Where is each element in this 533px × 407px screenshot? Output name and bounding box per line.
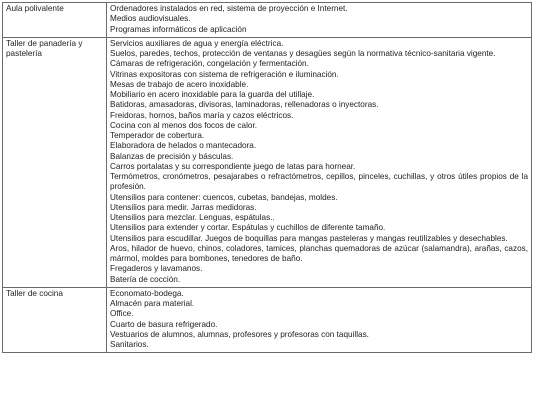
table-row <box>3 287 532 353</box>
table-row <box>3 37 532 287</box>
equipment-item: Utensilios para escudillar. Juegos de boquillas para mangas pasteleras y mangas reutilizables y desechables. <box>110 233 508 243</box>
space-name: Aula polivalente <box>6 4 64 13</box>
equipment-item: Carros portalatas y su correspondiente juego de latas para hornear. <box>110 161 356 171</box>
equipment-cell <box>107 287 532 353</box>
equipment-item: Cámaras de refrigeración, congelación y fermentación. <box>110 59 309 69</box>
equipment-item: Cocina con al menos dos focos de calor. <box>110 120 258 130</box>
space-cell <box>3 3 107 38</box>
equipment-item: Termómetros, cronómetros, pesajarabes o refractómetros, cepillos, pinceles, cuchillas, y otros útiles propios de la profesión. <box>110 172 528 192</box>
space-cell <box>3 287 107 353</box>
equipment-item: Mobiliario en acero inoxidable para la guarda del utillaje. <box>110 90 315 99</box>
equipment-item: Utensilios para medir. Jarras medidoras. <box>110 202 257 212</box>
equipment-item: Batería de cocción. <box>110 274 181 284</box>
equipment-item: Programas informáticos de aplicación <box>110 24 247 34</box>
equipment-item: Fregaderos y lavamanos. <box>110 264 203 274</box>
space-name: Taller de panadería y pastelería <box>6 38 83 58</box>
equipment-item: Utensilios para mezclar. Lenguas, espátulas.. <box>110 213 275 222</box>
equipment-cell <box>107 37 532 287</box>
equipment-item: Suelos, paredes, techos, protección de ventanas y desagües según la normativa técnico-sanitaria vigente. <box>110 49 496 58</box>
equipment-cell <box>107 3 532 38</box>
equipment-item: Office. <box>110 309 134 319</box>
equipment-item: Ordenadores instalados en red, sistema de proyección e Internet. <box>110 4 348 13</box>
equipment-item: Balanzas de precisión y básculas. <box>110 151 234 161</box>
equipment-item: Cuarto de basura refrigerado. <box>110 319 218 329</box>
equipment-item: Elaboradora de helados o mantecadora. <box>110 141 257 151</box>
equipment-item: Mesas de trabajo de acero inoxidable. <box>110 79 249 89</box>
equipment-item: Servicios auxiliares de agua y energía eléctrica. <box>110 38 284 48</box>
equipment-item: Batidoras, amasadoras, divisoras, laminadoras, rellenadoras o inyectoras. <box>110 100 379 110</box>
equipment-item: Temperador de cobertura. <box>110 131 205 140</box>
equipment-item: Economato-bodega. <box>110 288 184 298</box>
equipment-item: Utensilios para contener: cuencos, cubetas, bandejas, moldes. <box>110 192 338 202</box>
equipment-table <box>2 2 532 353</box>
space-name: Taller de cocina <box>6 288 63 298</box>
equipment-item: Medios audiovisuales. <box>110 14 191 24</box>
equipment-item: Vestuarios de alumnos, alumnas, profesores y profesoras con taquillas. <box>110 329 369 339</box>
equipment-item: Vitrinas expositoras con sistema de refrigeración e iluminación. <box>110 69 339 79</box>
equipment-item: Sanitarios. <box>110 340 149 349</box>
equipment-item: Almacén para material. <box>110 299 195 308</box>
equipment-item: Freidoras, hornos, baños maría y cazos eléctricos. <box>110 110 294 120</box>
space-cell <box>3 37 107 287</box>
equipment-item: Utensilios para extender y cortar. Espátulas y cuchillos de diferente tamaño. <box>110 223 386 233</box>
equipment-item: Aros, hilador de huevo, chinos, coladores, tamices, planchas quemadoras de azúcar (salamandra), arañas, cazos, mármol, moldes para bombones, tenedores de baño. <box>110 243 528 263</box>
table-row <box>3 3 532 38</box>
